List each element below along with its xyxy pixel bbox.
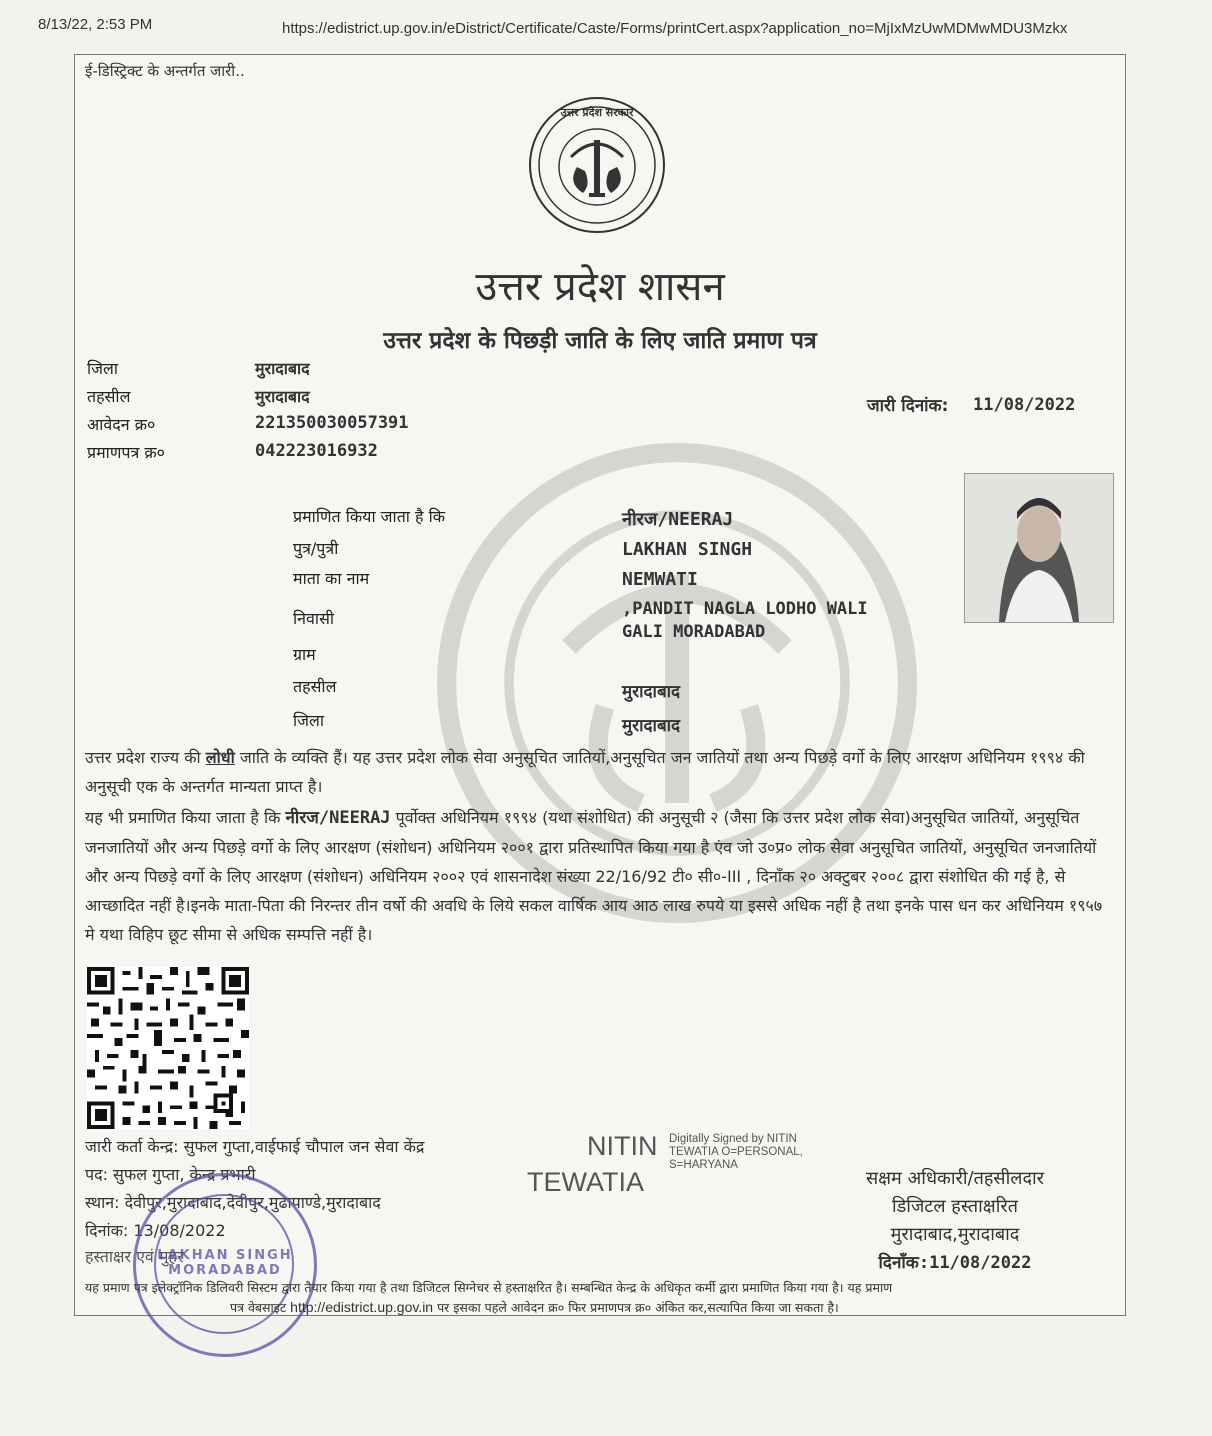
digital-sign-line-2: TEWATIA O=PERSONAL, <box>669 1146 803 1158</box>
digital-sign-name-1: NITIN <box>587 1131 658 1161</box>
detail-label-tehsil: तहसील <box>293 677 337 696</box>
footer-line-2a: पत्र वेबसाइट <box>230 1300 291 1315</box>
detail-value-mother: NEMWATI <box>622 569 698 590</box>
verification-link[interactable]: http://edistrict.up.gov.in <box>290 1299 434 1315</box>
authority-date: दिनाँक:11/08/2022 <box>878 1253 1032 1273</box>
footer-line-1: यह प्रमाण पत्र इलेक्ट्रॉनिक डिलिवरी सिस्टम द्वारा तैयार किया गया है तथा डिजिटल सिग्नेचर से हस्ताक्षरित है। सम्बन्धित केन्द्र के अधिकृत कर्मी द्वारा प्रमाणित किया गया है। यह प्रमाण <box>85 1280 893 1295</box>
authority-digital-sign: डिजिटल हस्ताक्षरित <box>892 1196 1018 1217</box>
emblem-text: उत्तर प्रदेश सरकार <box>560 106 634 119</box>
issuer-signature-label: हस्ताक्षर एवं मुहर <box>85 1247 184 1266</box>
detail-value-address-1: ,PANDIT NAGLA LODHO WALI <box>622 599 868 619</box>
issue-date-value: 11/08/2022 <box>973 395 1076 415</box>
issuer-center: जारी कर्ता केन्द्र: सुफल गुप्ता,वाईफाई चौपाल जन सेवा केंद्र <box>85 1137 425 1156</box>
detail-value-district: मुरादाबाद <box>622 716 681 736</box>
page-title: उत्तर प्रदेश शासन <box>475 264 725 310</box>
creamy-statement-b: पूर्वोक्त अधिनियम १९९४ (यथा संशोधित) की अनुसूची २ (जैसा कि उत्तर प्रदेश लोक सेवा)अनुसूचित जातियों, अनुसूचित जनजातियों और अन्य पिछड़े वर्गो के लिए आरक्षण (संशोधन) अधिनियम २००१ द्वारा प्रतिस्थापित किया गया है एंव जो उ०प्र० लोक सेवा अनुसूचित जातियों, अनुसूचित जनजातियों और अन्य पिछड़े वर्गो के लिए आरक्षण (संशोधन) अधिनियम २००२ एवं शासनादेश संख्या 22/16/92 टी० सी०-III , दिनाँक २० अक्टुबर २००८ द्वारा संशोधित की गई है, से आच्छादित नहीं है।इनके माता-पिता की निरन्तर तीन वर्षो की अवधि के लिये सकल वार्षिक आय आठ लाख रुपये या इससे अधिक नहीं है तथा इनके पास धन कर अधिनियम १९५७ मे यथा विहिप छूट सीमा से अधिक सम्पत्ति नहीं है। <box>85 808 1103 944</box>
digital-sign-line-3: S=HARYANA <box>669 1159 738 1171</box>
detail-value-tehsil: मुरादाबाद <box>622 682 681 702</box>
issued-under-note: ई-डिस्ट्रिक्ट के अन्तर्गत जारी.. <box>85 62 245 80</box>
caste-statement-b: जाति के व्यक्ति हैं। यह उत्तर प्रदेश लोक सेवा अनुसूचित जातियों,अनुसूचित जन जातियों तथा अन्य पिछड़े वर्गो के लिए आरक्षण अधिनियम १९९४ की अनुसूची एक के अन्तर्गत मान्यता प्राप्त है। <box>85 748 1085 796</box>
caste-name: लोधी <box>205 748 235 767</box>
detail-label-mother: माता का नाम <box>293 569 370 588</box>
digital-sign-name-2: TEWATIA <box>527 1167 644 1197</box>
detail-value-name: नीरज/NEERAJ <box>622 509 734 530</box>
detail-label-village: ग्राम <box>293 645 316 664</box>
meta-value-tehsil: मुरादाबाद <box>255 387 310 406</box>
print-header <box>0 16 1212 40</box>
digital-sign-details <box>669 1133 803 1172</box>
issuer-date: दिनांक: 13/08/2022 <box>85 1221 226 1240</box>
issue-date-label: जारी दिनांक: <box>867 396 949 416</box>
certificate-page <box>74 54 1126 1316</box>
meta-value-certificate-no: 042223016932 <box>255 441 378 461</box>
creamy-layer-statement <box>85 803 1115 949</box>
certificate-subtitle: उत्तर प्रदेश के पिछड़ी जाति के लिए जाति प्रमाण पत्र <box>383 328 817 354</box>
authority-title: सक्षम अधिकारी/तहसीलदार <box>865 1168 1045 1189</box>
detail-label-resident: निवासी <box>293 609 335 628</box>
issuer-post: पद: सुफल गुप्ता, केन्द्र प्रभारी <box>85 1165 256 1184</box>
stamp-text: LAKHAN SINGH MORADABAD <box>157 1248 293 1278</box>
meta-label-application-no: आवेदन क्र० <box>87 415 156 434</box>
meta-label-certificate-no: प्रमाणपत्र क्र० <box>87 443 165 462</box>
detail-label-district: जिला <box>293 711 325 730</box>
print-datetime: 8/13/22, 2:53 PM <box>38 16 153 33</box>
qr-code-icon <box>87 967 249 1129</box>
digital-sign-line-1: Digitally Signed by NITIN <box>669 1133 797 1145</box>
issuer-place: स्थान: देवीपुर,मुरादाबाद,देवीपुर,मुढापाण्डे,मुरादाबाद <box>85 1193 381 1212</box>
stamp-seal-icon <box>133 1173 317 1357</box>
footer-line-2b: पर इसका पहले आवेदन क्र० फिर प्रमाणपत्र क्र० अंकित कर,सत्यापित किया जा सकता है। <box>433 1300 839 1315</box>
caste-statement <box>85 743 1115 801</box>
creamy-statement-a: यह भी प्रमाणित किया जाता है कि <box>85 808 286 827</box>
footer-line-2 <box>230 1299 839 1316</box>
meta-value-application-no: 221350030057391 <box>255 413 409 433</box>
authority-block <box>805 1165 1105 1277</box>
authority-location: मुरादाबाद,मुरादाबाद <box>890 1224 1020 1245</box>
applicant-photo <box>964 473 1114 623</box>
print-url: https://edistrict.up.gov.in/eDistrict/Certificate/Caste/Forms/printCert.aspx?application_no=MjIxMzUwMDMwMDU3Mzkx <box>282 20 1068 37</box>
detail-label-parent: पुत्र/पुत्री <box>293 539 339 558</box>
creamy-statement-name: नीरज/NEERAJ <box>285 808 391 828</box>
meta-value-district: मुरादाबाद <box>255 359 310 378</box>
meta-label-district: जिला <box>87 359 119 378</box>
detail-value-father: LAKHAN SINGH <box>622 539 753 560</box>
detail-label-certified: प्रमाणित किया जाता है कि <box>293 507 446 526</box>
meta-label-tehsil: तहसील <box>87 387 131 406</box>
detail-value-address-2: GALI MORADABAD <box>622 622 766 642</box>
caste-statement-a: उत्तर प्रदेश राज्य की <box>85 748 206 767</box>
